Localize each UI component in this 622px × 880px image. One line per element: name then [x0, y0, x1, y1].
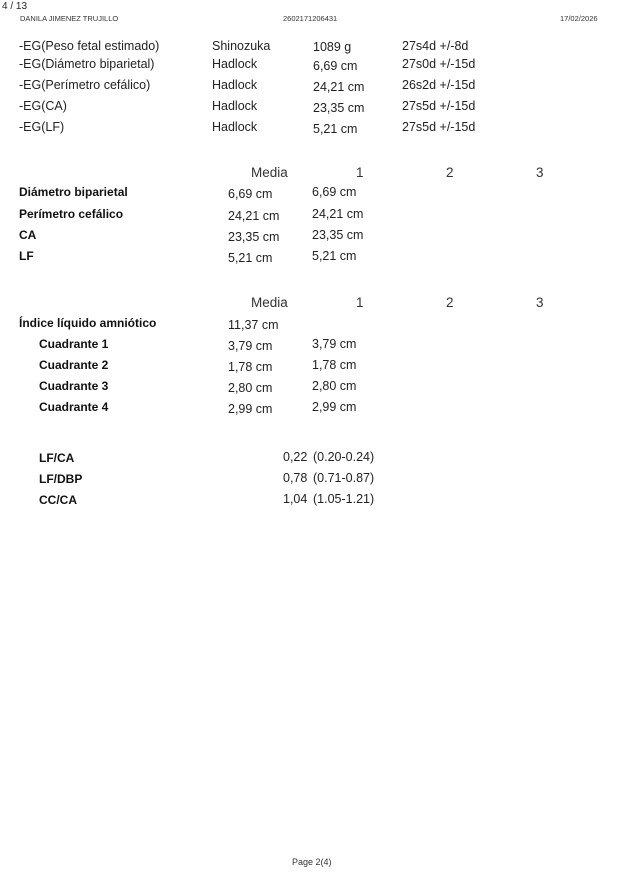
- estimate-method: Hadlock: [212, 99, 258, 113]
- ratio-range: (0.20-0.24): [313, 450, 375, 464]
- biometry-row-media: 24,21 cm: [228, 209, 280, 223]
- estimate-age: 27s5d +/-15d: [402, 120, 476, 134]
- estimate-value: 24,21 cm: [313, 80, 365, 94]
- estimate-value: 6,69 cm: [313, 59, 358, 73]
- ratio-label: CC/CA: [39, 493, 77, 507]
- quadrant-label: Cuadrante 1: [39, 337, 109, 351]
- biometry-row-m1: 24,21 cm: [312, 207, 364, 221]
- column-header-3: 3: [536, 165, 544, 180]
- ratio-range: (1.05-1.21): [313, 492, 375, 506]
- estimate-method: Hadlock: [212, 78, 258, 92]
- estimate-method: Hadlock: [212, 57, 258, 71]
- patient-id: 26021712064​31: [283, 14, 338, 23]
- column-header-2: 2: [446, 295, 454, 310]
- estimate-method: Shinozuka: [212, 39, 271, 53]
- amniotic-index-value: 11,37 cm: [228, 318, 279, 332]
- quadrant-media: 2,99 cm: [228, 402, 273, 416]
- estimate-age: 26s2d +/-15d: [402, 78, 476, 92]
- biometry-row-m1: 6,69 cm: [312, 185, 357, 199]
- biometry-row-label: LF: [19, 249, 34, 263]
- column-header-2: 2: [446, 165, 454, 180]
- ratio-label: LF/CA: [39, 451, 75, 465]
- biometry-row-media: 5,21 cm: [228, 251, 273, 265]
- biometry-row-label: Perímetro cefálico: [19, 207, 124, 221]
- biometry-row-m1: 5,21 cm: [312, 249, 357, 263]
- column-header-1: 1: [356, 165, 364, 180]
- patient-name: DANILA JIMENEZ TRUJILLO: [20, 14, 119, 23]
- report-date: 17/02/2026: [560, 14, 598, 23]
- column-header-3: 3: [536, 295, 544, 310]
- biometry-row-media: 23,35 cm: [228, 230, 280, 244]
- estimate-label: -EG(Diámetro biparietal): [19, 57, 155, 71]
- estimate-label: -EG(Perímetro cefálico): [19, 78, 151, 92]
- estimate-label: -EG(LF): [19, 120, 65, 134]
- quadrant-media: 2,80 cm: [228, 381, 273, 395]
- biometry-row-m1: 23,35 cm: [312, 228, 364, 242]
- quadrant-label: Cuadrante 4: [39, 400, 109, 414]
- biometry-row-label: Diámetro biparietal: [19, 185, 128, 199]
- biometry-row-media: 6,69 cm: [228, 187, 273, 201]
- column-header-media: Media: [251, 295, 288, 310]
- quadrant-label: Cuadrante 3: [39, 379, 109, 393]
- column-header-media: Media: [251, 165, 288, 180]
- quadrant-m1: 2,80 cm: [312, 379, 357, 393]
- estimate-label: -EG(CA): [19, 99, 67, 113]
- estimate-age: 27s0d +/-15d: [402, 57, 476, 71]
- biometry-row-label: CA: [19, 228, 37, 242]
- ratio-label: LF/DBP: [39, 472, 83, 486]
- ratio-value: 1,04: [283, 492, 308, 506]
- quadrant-media: 3,79 cm: [228, 339, 273, 353]
- ratio-value: 0,22: [283, 450, 308, 464]
- estimate-age: 27s4d +/-8d: [402, 39, 469, 53]
- ratio-value: 0,78: [283, 471, 308, 485]
- estimate-value: 5,21 cm: [313, 122, 358, 136]
- estimate-method: Hadlock: [212, 120, 258, 134]
- page-footer: Page 2(4): [292, 857, 332, 867]
- quadrant-media: 1,78 cm: [228, 360, 273, 374]
- quadrant-m1: 3,79 cm: [312, 337, 357, 351]
- amniotic-index-label: Índice líquido amniótico: [19, 316, 157, 330]
- estimate-age: 27s5d +/-15d: [402, 99, 476, 113]
- quadrant-label: Cuadrante 2: [39, 358, 109, 372]
- estimate-value: 23,35 cm: [313, 101, 365, 115]
- quadrant-m1: 2,99 cm: [312, 400, 357, 414]
- quadrant-m1: 1,78 cm: [312, 358, 357, 372]
- page-indicator: 4 / 13: [2, 1, 28, 12]
- column-header-1: 1: [356, 295, 364, 310]
- ratio-range: (0.71-0.87): [313, 471, 375, 485]
- estimate-label: -EG(Peso fetal estimado): [19, 39, 160, 53]
- estimate-value: 1089 g: [313, 40, 352, 54]
